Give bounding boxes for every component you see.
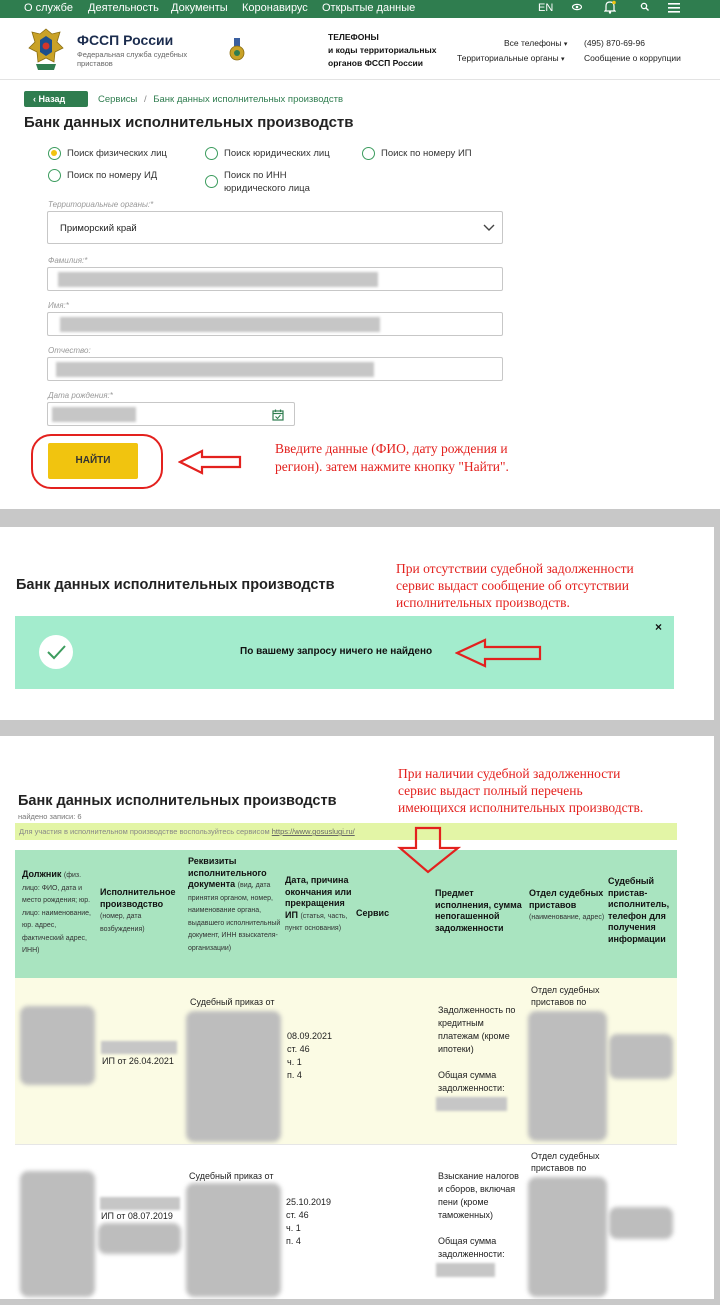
breadcrumb bbox=[98, 94, 343, 105]
region-select[interactable] bbox=[47, 211, 503, 244]
search-icon[interactable] bbox=[640, 1, 650, 16]
department-line2: приставов по bbox=[531, 997, 587, 1007]
surname-field[interactable] bbox=[47, 267, 503, 291]
radio-legal-entities-label[interactable]: Поиск юридических лиц bbox=[224, 148, 330, 159]
redacted-patronymic bbox=[56, 362, 374, 377]
site-header bbox=[0, 18, 720, 80]
annotation-results-line3: имеющихся исполнительных производств. bbox=[398, 800, 644, 815]
col-ip bbox=[100, 887, 182, 935]
redacted-bailiff bbox=[609, 1207, 673, 1239]
page-title-results: Банк данных исполнительных производств bbox=[18, 793, 337, 809]
down-arrow-icon bbox=[396, 826, 462, 879]
radio-individuals-label[interactable]: Поиск физических лиц bbox=[67, 148, 167, 159]
end-part: ч. 1 bbox=[287, 1057, 302, 1067]
document-type: Судебный приказ от bbox=[189, 1171, 274, 1181]
end-article: ст. 46 bbox=[287, 1044, 310, 1054]
separator bbox=[0, 720, 720, 736]
ip-date: ИП от 26.04.2021 bbox=[102, 1056, 174, 1066]
radio-ip-number[interactable] bbox=[362, 147, 375, 160]
breadcrumb-separator: / bbox=[144, 94, 147, 105]
phones-heading[interactable]: ТЕЛЕФОНЫ bbox=[328, 32, 379, 42]
name-label: Имя:* bbox=[48, 301, 69, 310]
bell-icon[interactable] bbox=[604, 0, 616, 18]
separator-right bbox=[714, 736, 720, 1305]
total-debt-label: Общая сумма bbox=[438, 1236, 497, 1246]
patronymic-label: Отчество: bbox=[48, 346, 91, 355]
nav-item-open-data[interactable]: Открытые данные bbox=[322, 2, 416, 14]
col-subject-title: Предмет исполнения, сумма непогашенной задолженности bbox=[435, 888, 522, 933]
separator bbox=[0, 509, 720, 527]
nav-item-about[interactable]: О службе bbox=[24, 2, 73, 14]
breadcrumb-services[interactable]: Сервисы bbox=[98, 94, 138, 105]
nothing-found-message: По вашему запросу ничего не найдено bbox=[240, 646, 433, 657]
total-debt-label: Общая сумма bbox=[438, 1070, 497, 1080]
redacted-ip-number bbox=[100, 1197, 180, 1210]
annotation-nothing-line1: При отсутствии судебной задолженности bbox=[396, 561, 634, 576]
subject-line1: Задолженность по bbox=[438, 1005, 516, 1015]
gosuslugi-link[interactable]: https://www.gosuslugi.ru/ bbox=[271, 827, 355, 836]
col-document-title: Реквизиты исполнительного документа bbox=[188, 856, 267, 889]
redacted-surname bbox=[58, 272, 378, 287]
radio-legal-entities[interactable] bbox=[205, 147, 218, 160]
subject-line2: и сборов, включая bbox=[438, 1184, 516, 1194]
redacted-department bbox=[528, 1177, 607, 1297]
breadcrumb-current[interactable]: Банк данных исполнительных производств bbox=[153, 94, 343, 105]
phones-heading-line3: органов ФССП России bbox=[328, 58, 424, 68]
birthdate-field[interactable] bbox=[47, 402, 295, 426]
col-department-hint: (наименование, адрес) bbox=[529, 914, 605, 921]
all-phones-label: Все телефоны bbox=[504, 38, 562, 48]
eye-icon[interactable] bbox=[572, 1, 582, 16]
annotation-search-line2: регион). затем нажмите кнопку "Найти". bbox=[275, 459, 509, 474]
end-part: ч. 1 bbox=[286, 1223, 301, 1233]
col-debtor-hint: (физ. лицо: ФИО, дата и место рождения; юр. лицо: наименование, юр. адрес, фактический адрес, ИНН) bbox=[22, 872, 91, 954]
radio-id-number-label[interactable]: Поиск по номеру ИД bbox=[67, 170, 158, 181]
search-button[interactable]: НАЙТИ bbox=[48, 443, 138, 479]
nav-item-coronavirus[interactable]: Коронавирус bbox=[242, 2, 308, 14]
annotation-nothing-line2: сервис выдаст сообщение об отсутствии bbox=[396, 578, 629, 593]
col-department bbox=[529, 888, 605, 924]
site-subtitle-line2: приставов bbox=[77, 59, 113, 68]
nav-item-activity[interactable]: Деятельность bbox=[88, 2, 159, 14]
end-point: п. 4 bbox=[286, 1236, 301, 1246]
site-subtitle-line1: Федеральная служба судебных bbox=[77, 50, 188, 59]
col-document-hint: (вид, дата принятия органом, номер, наименование органа, выдавшего исполнительный документ, ИНН взыскателя-организации) bbox=[188, 882, 281, 952]
redacted-bailiff bbox=[609, 1034, 673, 1079]
col-ip-hint: (номер, дата возбуждения) bbox=[100, 913, 145, 933]
subject-line4: ипотеки) bbox=[438, 1044, 474, 1054]
chevron-down-icon: ▾ bbox=[563, 41, 568, 48]
department-line2: приставов по bbox=[531, 1163, 587, 1173]
chevron-left-icon: ‹ bbox=[33, 94, 39, 104]
col-subject bbox=[435, 888, 527, 934]
col-service bbox=[356, 908, 416, 920]
department-line1: Отдел судебных bbox=[531, 985, 600, 995]
end-article: ст. 46 bbox=[286, 1210, 309, 1220]
phones-heading-line2: и коды территориальных bbox=[328, 45, 437, 55]
patronymic-field[interactable] bbox=[47, 357, 503, 381]
subject-line3: платежам (кроме bbox=[438, 1031, 510, 1041]
total-debt-label-2: задолженности: bbox=[438, 1249, 505, 1259]
site-title[interactable]: ФССП России bbox=[77, 32, 174, 48]
annotation-nothing-line3: исполнительных производств. bbox=[396, 595, 570, 610]
radio-inn-label-line2[interactable]: юридического лица bbox=[224, 183, 310, 194]
back-label: Назад bbox=[38, 94, 66, 104]
subject-line3: пени (кроме bbox=[438, 1197, 489, 1207]
redacted-name bbox=[60, 317, 380, 332]
col-end-date-title: Дата, причина окончания или прекращения ИП bbox=[285, 875, 352, 920]
col-end-date bbox=[285, 875, 353, 935]
annotation-results-line2: сервис выдаст полный перечень bbox=[398, 783, 583, 798]
name-field[interactable] bbox=[47, 312, 503, 336]
subject-line1: Взыскание налогов bbox=[438, 1171, 519, 1181]
redacted-debtor bbox=[20, 1006, 95, 1085]
col-debtor-title: Должник bbox=[22, 869, 62, 879]
radio-inn-label-line1[interactable]: Поиск по ИНН bbox=[224, 170, 287, 181]
end-point: п. 4 bbox=[287, 1070, 302, 1080]
radio-inn[interactable] bbox=[205, 175, 218, 188]
col-service-title: Сервис bbox=[356, 908, 390, 918]
col-ip-title: Исполнительное производство bbox=[100, 887, 176, 909]
end-date: 08.09.2021 bbox=[287, 1031, 333, 1041]
redacted-department bbox=[528, 1011, 607, 1141]
records-found: найдено записи: 6 bbox=[18, 812, 82, 821]
page-title: Банк данных исполнительных производств bbox=[24, 114, 354, 131]
redacted-document bbox=[186, 1183, 281, 1297]
redacted-debtor bbox=[20, 1171, 95, 1297]
nav-item-documents[interactable]: Документы bbox=[171, 2, 228, 14]
redacted-total-debt bbox=[436, 1263, 495, 1277]
calendar-icon[interactable] bbox=[272, 408, 284, 426]
radio-ip-number-label[interactable]: Поиск по номеру ИП bbox=[381, 148, 472, 159]
top-navigation bbox=[0, 0, 720, 18]
menu-icon[interactable] bbox=[668, 2, 680, 17]
all-phones-dropdown[interactable] bbox=[504, 38, 567, 48]
redacted-ip-extra bbox=[98, 1223, 181, 1254]
col-bailiff bbox=[608, 876, 676, 945]
close-icon[interactable]: × bbox=[655, 620, 663, 634]
birthdate-label: Дата рождения:* bbox=[48, 391, 113, 400]
chevron-down-icon: ▾ bbox=[560, 56, 565, 63]
subject-line2: кредитным bbox=[438, 1018, 484, 1028]
separator bbox=[0, 1299, 720, 1305]
radio-id-number[interactable] bbox=[48, 169, 61, 182]
region-value: Приморский край bbox=[60, 223, 137, 234]
lang-switch[interactable]: EN bbox=[538, 2, 554, 14]
col-bailiff-title: Судебный пристав-исполнитель, телефон для получения информации bbox=[608, 876, 670, 944]
document-type: Судебный приказ от bbox=[190, 997, 275, 1007]
back-button[interactable] bbox=[24, 91, 88, 107]
redacted-ip-number bbox=[101, 1041, 177, 1054]
fssp-emblem-icon[interactable] bbox=[26, 26, 66, 72]
corruption-report-link[interactable]: Сообщение о коррупции bbox=[584, 53, 681, 63]
annotation-results-line1: При наличии судебной задолженности bbox=[398, 766, 621, 781]
annotation-search-line1: Введите данные (ФИО, дату рождения и bbox=[275, 441, 508, 456]
chevron-down-icon bbox=[482, 221, 496, 239]
separator-right bbox=[714, 527, 720, 723]
region-label: Территориальные органы:* bbox=[48, 200, 154, 209]
subject-line4: таможенных) bbox=[438, 1210, 494, 1220]
redacted-document bbox=[186, 1011, 281, 1142]
gosuslugi-notice-text: Для участия в исполнительном производстве воспользуйтесь сервисом bbox=[19, 827, 272, 836]
col-end-date-hint: (статья, часть, пункт основания) bbox=[285, 912, 348, 932]
nothing-found-alert bbox=[15, 616, 674, 689]
total-debt-label-2: задолженности: bbox=[438, 1083, 505, 1093]
hotline-phone[interactable]: (495) 870-69-96 bbox=[584, 38, 645, 48]
surname-label: Фамилия:* bbox=[48, 256, 88, 265]
territorial-dropdown[interactable] bbox=[457, 53, 564, 63]
col-document bbox=[188, 856, 283, 954]
territorial-label: Территориальные органы bbox=[457, 53, 559, 63]
left-arrow-icon bbox=[178, 449, 244, 480]
check-icon bbox=[39, 635, 73, 669]
end-date: 25.10.2019 bbox=[286, 1197, 332, 1207]
redacted-birthdate bbox=[52, 407, 136, 422]
ip-date: ИП от 08.07.2019 bbox=[101, 1211, 173, 1221]
radio-individuals[interactable] bbox=[48, 147, 61, 160]
redacted-total-debt bbox=[436, 1097, 507, 1111]
medal-icon bbox=[229, 38, 245, 62]
gosuslugi-notice bbox=[15, 823, 677, 840]
col-department-title: Отдел судебных приставов bbox=[529, 888, 604, 910]
page-title-nothing-found: Банк данных исполнительных производств bbox=[16, 577, 335, 593]
left-arrow-icon bbox=[455, 638, 543, 673]
col-debtor bbox=[22, 869, 98, 957]
department-line1: Отдел судебных bbox=[531, 1151, 600, 1161]
